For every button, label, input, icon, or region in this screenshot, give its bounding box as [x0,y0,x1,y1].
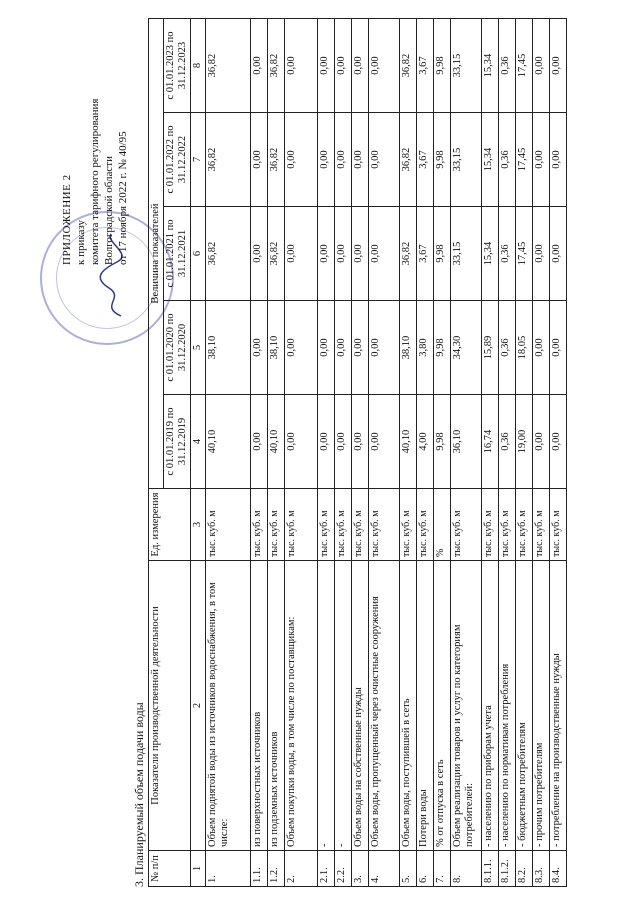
row-value: 0,00 [285,301,318,395]
row-value: 36,82 [268,207,285,301]
row-value: 9,98 [434,113,451,207]
row-unit: тыс. куб. м [516,489,533,561]
row-value: 0,00 [251,19,268,113]
row-number: 1.2. [268,851,285,887]
row-unit: тыс. куб. м [318,489,335,561]
row-unit: тыс. куб. м [206,489,251,561]
table-row [268,19,285,887]
col-header-period: с 01.01.2020 по 31.12.2020 [164,301,191,395]
row-indicator: Потери воды [417,561,434,851]
col-index: 3 [191,489,206,561]
header-line-1: к приказу [75,219,87,265]
row-value: 15,34 [482,19,499,113]
row-value: 0,00 [550,113,567,207]
row-indicator: - прочим потребителям [533,561,550,851]
row-value: 0,00 [251,113,268,207]
col-header-group: Величина показателей [149,19,164,489]
row-unit: тыс. куб. м [285,489,318,561]
row-value: 0,00 [335,19,352,113]
row-value: 0,00 [550,301,567,395]
row-value: 15,89 [482,301,499,395]
col-header-period: с 01.01.2023 по 31.12.2023 [164,19,191,113]
row-value: 9,98 [434,395,451,489]
row-value: 0,36 [499,207,516,301]
row-value: 17,45 [516,207,533,301]
row-value: 34,30 [451,301,482,395]
row-value: 0,00 [335,113,352,207]
row-value: 18,05 [516,301,533,395]
row-indicator: - потребление на производственные нужды [550,561,567,851]
row-value: 0,36 [499,19,516,113]
row-number: 2.2. [335,851,352,887]
row-unit: тыс. куб. м [251,489,268,561]
table-row [516,19,533,887]
col-index: 7 [191,113,206,207]
row-value: 9,98 [434,19,451,113]
row-unit: тыс. куб. м [335,489,352,561]
row-value: 0,00 [369,19,400,113]
row-value: 0,00 [251,395,268,489]
col-header-unit: Ед. измерения [149,489,191,561]
row-value: 19,00 [516,395,533,489]
row-value: 0,00 [352,207,369,301]
col-index: 2 [191,561,206,851]
table-row [434,19,451,887]
row-number: 6. [417,851,434,887]
row-indicator: - населению по приборам учета [482,561,499,851]
row-value: 3,67 [417,19,434,113]
row-unit: тыс. куб. м [550,489,567,561]
row-number: 2. [285,851,318,887]
row-unit: тыс. куб. м [268,489,285,561]
row-number: 4. [369,851,400,887]
row-value: 0,36 [499,113,516,207]
row-value: 0,00 [533,19,550,113]
water-supply-table [148,18,567,887]
row-value: 33,15 [451,207,482,301]
table-row [369,19,400,887]
col-header-indicator: Показатели производственной деятельности [149,561,191,851]
row-value: 36,82 [400,207,417,301]
row-value: 9,98 [434,207,451,301]
row-unit: тыс. куб. м [499,489,516,561]
table-row [285,19,318,887]
row-indicator: - [318,561,335,851]
row-value: 0,00 [352,113,369,207]
row-value: 0,00 [369,113,400,207]
row-indicator: Объем реализации товаров и услуг по категориям потребителей: [451,561,482,851]
row-value: 17,45 [516,19,533,113]
row-value: 0,36 [499,301,516,395]
table-row [482,19,499,887]
row-unit: тыс. куб. м [400,489,417,561]
row-number: 8.1.1. [482,851,499,887]
row-value: 36,82 [206,207,251,301]
row-value: 4,00 [417,395,434,489]
row-value: 17,45 [516,113,533,207]
section-title: 3. Планируемый объем подачи воды [132,702,146,887]
header-line-4: от 17 ноября 2022 г. № 40/95 [117,131,129,265]
row-value: 0,00 [533,207,550,301]
row-number: 3. [352,851,369,887]
row-unit: тыс. куб. м [369,489,400,561]
row-value: 36,82 [268,113,285,207]
row-value: 0,00 [318,395,335,489]
row-value: 3,67 [417,113,434,207]
col-index: 4 [191,395,206,489]
row-value: 0,00 [335,301,352,395]
row-indicator: из подземных источников [268,561,285,851]
row-number: 8. [451,851,482,887]
table-row [499,19,516,887]
row-value: 0,00 [251,301,268,395]
row-value: 38,10 [206,301,251,395]
row-number: 5. [400,851,417,887]
row-value: 0,00 [369,395,400,489]
row-value: 36,82 [400,19,417,113]
col-header-period: с 01.01.2019 по 31.12.2019 [164,395,191,489]
row-value: 40,10 [268,395,285,489]
row-value: 33,15 [451,113,482,207]
table-row [335,19,352,887]
row-indicator: Объем воды, пропущенный через очистные сооружения [369,561,400,851]
row-value: 0,00 [318,301,335,395]
row-value: 36,82 [268,19,285,113]
row-value: 0,00 [251,207,268,301]
row-unit: тыс. куб. м [533,489,550,561]
table-row [206,19,251,887]
col-index: 6 [191,207,206,301]
row-value: 38,10 [400,301,417,395]
row-value: 0,00 [369,207,400,301]
row-value: 0,36 [499,395,516,489]
row-value: 9,98 [434,301,451,395]
row-value: 0,00 [335,395,352,489]
col-header-num: № п/п [149,851,191,887]
row-value: 0,00 [318,113,335,207]
row-number: 8.2. [516,851,533,887]
row-value: 0,00 [550,395,567,489]
row-indicator: из поверхностных источников [251,561,268,851]
row-indicator: - населению по нормативам потребления [499,561,516,851]
row-value: 36,82 [206,19,251,113]
row-value: 0,00 [533,395,550,489]
row-value: 0,00 [318,207,335,301]
row-value: 15,34 [482,207,499,301]
row-number: 1. [206,851,251,887]
row-value: 0,00 [352,395,369,489]
row-indicator: Объем поднятой воды из источников водоснабжения, в том числе: [206,561,251,851]
col-index: 5 [191,301,206,395]
col-index: 1 [191,851,206,887]
row-indicator: % от отпуска в сеть [434,561,451,851]
table-row [417,19,434,887]
row-value: 0,00 [550,19,567,113]
row-indicator: Объем покупки воды, в том числе по поставщикам: [285,561,318,851]
table-row [550,19,567,887]
row-indicator: - бюджетным потребителям [516,561,533,851]
row-unit: тыс. куб. м [417,489,434,561]
row-number: 1.1. [251,851,268,887]
row-value: 0,00 [318,19,335,113]
row-value: 36,82 [400,113,417,207]
row-value: 0,00 [285,395,318,489]
row-indicator: Объем воды на собственные нужды [352,561,369,851]
table-row [251,19,268,887]
row-number: 7. [434,851,451,887]
row-value: 0,00 [533,113,550,207]
row-value: 0,00 [285,207,318,301]
appendix-label: ПРИЛОЖЕНИЕ 2 [61,174,73,265]
row-value: 40,10 [206,395,251,489]
header-line-3: Волгоградской области [103,156,115,265]
table-row [352,19,369,887]
row-value: 36,10 [451,395,482,489]
table-body [206,19,567,887]
row-value: 0,00 [369,301,400,395]
row-value: 15,34 [482,113,499,207]
row-number: 2.1. [318,851,335,887]
row-value: 0,00 [533,301,550,395]
row-value: 3,67 [417,207,434,301]
table-row [318,19,335,887]
row-value: 40,10 [400,395,417,489]
col-index: 8 [191,19,206,113]
row-indicator: - [335,561,352,851]
row-number: 8.3. [533,851,550,887]
row-unit: тыс. куб. м [451,489,482,561]
approval-header [60,15,130,265]
row-value: 0,00 [335,207,352,301]
row-unit: тыс. куб. м [482,489,499,561]
row-value: 33,15 [451,19,482,113]
row-value: 16,74 [482,395,499,489]
row-value: 0,00 [352,19,369,113]
row-value: 3,80 [417,301,434,395]
row-number: 8.4. [550,851,567,887]
row-value: 38,10 [268,301,285,395]
table-row [400,19,417,887]
row-value: 0,00 [352,301,369,395]
col-header-period: с 01.01.2022 по 31.12.2022 [164,113,191,207]
row-unit: тыс. куб. м [352,489,369,561]
row-unit: % [434,489,451,561]
table-row [451,19,482,887]
col-header-period: с 01.01.2021 по 31.12.2021 [164,207,191,301]
row-number: 8.1.2. [499,851,516,887]
header-line-2: комитета тарифного регулирования [89,98,101,265]
row-value: 0,00 [285,113,318,207]
table-row [533,19,550,887]
row-value: 0,00 [550,207,567,301]
row-value: 0,00 [285,19,318,113]
row-value: 36,82 [206,113,251,207]
row-indicator: Объем воды, поступившей в сеть [400,561,417,851]
